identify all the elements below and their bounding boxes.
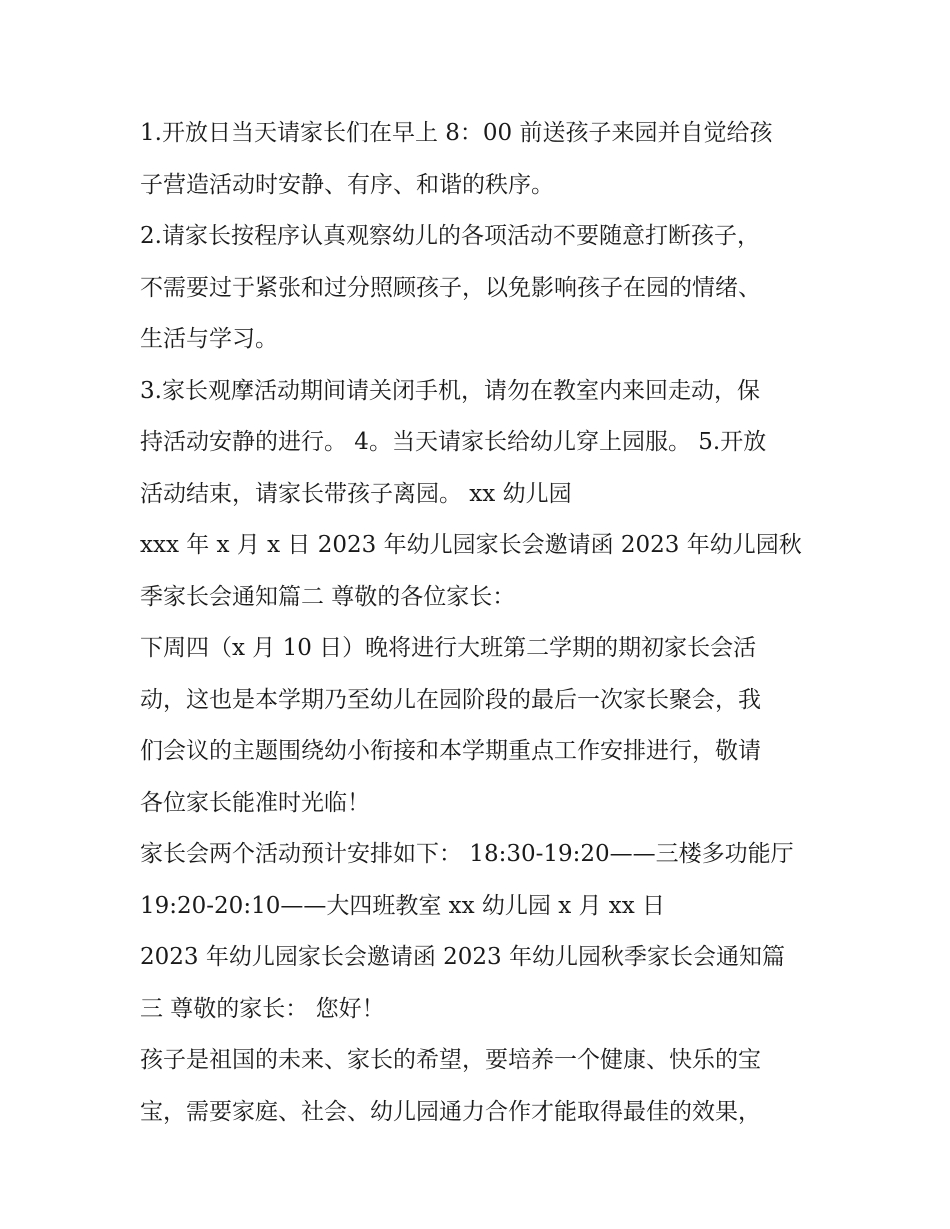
text-line: 们会议的主题围绕幼小衔接和本学期重点工作安排进行，敬请: [140, 738, 761, 764]
text-line: 宝，需要家庭、社会、幼儿园通力合作才能取得最佳的效果，: [140, 1098, 761, 1125]
text-line: 季家长会通知篇二 尊敬的各位家长：: [140, 583, 516, 610]
text-line: 2023 年幼儿园家长会邀请函 2023 年幼儿园秋季家长会通知篇: [140, 944, 785, 970]
text-line: 活动结束，请家长带孩子离园。 xx 幼儿园: [140, 480, 572, 507]
text-line: 19:20-20:10——大四班教室 xx 幼儿园 x 月 xx 日: [140, 892, 666, 919]
text-line: xxx 年 x 月 x 日 2023 年幼儿园家长会邀请函 2023 年幼儿园秋: [140, 532, 802, 558]
text-line: 动，这也是本学期乃至幼儿在园阶段的最后一次家长聚会，我: [140, 686, 761, 713]
text-line: 下周四（x 月 10 日）晚将进行大班第二学期的期初家长会活: [140, 635, 757, 661]
document-body: [140, 108, 820, 1138]
text-line: 1.开放日当天请家长们在早上 8：00 前送孩子来园并自觉给孩: [140, 120, 773, 146]
text-line: 不需要过于紧张和过分照顾孩子，以免影响孩子在园的情绪、: [140, 274, 761, 301]
text-line: 各位家长能准时光临！: [140, 789, 370, 816]
text-line: 家长会两个活动预计安排如下： 18:30-19:20——三楼多功能厅: [140, 841, 794, 867]
text-line: 3.家长观摩活动期间请关闭手机，请勿在教室内来回走动，保: [140, 377, 760, 404]
text-line: 2.请家长按程序认真观察幼儿的各项活动不要随意打断孩子，: [140, 223, 760, 249]
text-line: 持活动安静的进行。 4。当天请家长给幼儿穿上园服。 5.开放: [140, 429, 767, 455]
text-line: 孩子是祖国的未来、家长的希望，要培养一个健康、快乐的宝: [140, 1047, 761, 1073]
text-line: 三 尊敬的家长： 您好！: [140, 995, 385, 1022]
text-line: 子营造活动时安静、有序、和谐的秩序。: [140, 171, 554, 198]
text-line: 生活与学习。: [140, 326, 278, 352]
